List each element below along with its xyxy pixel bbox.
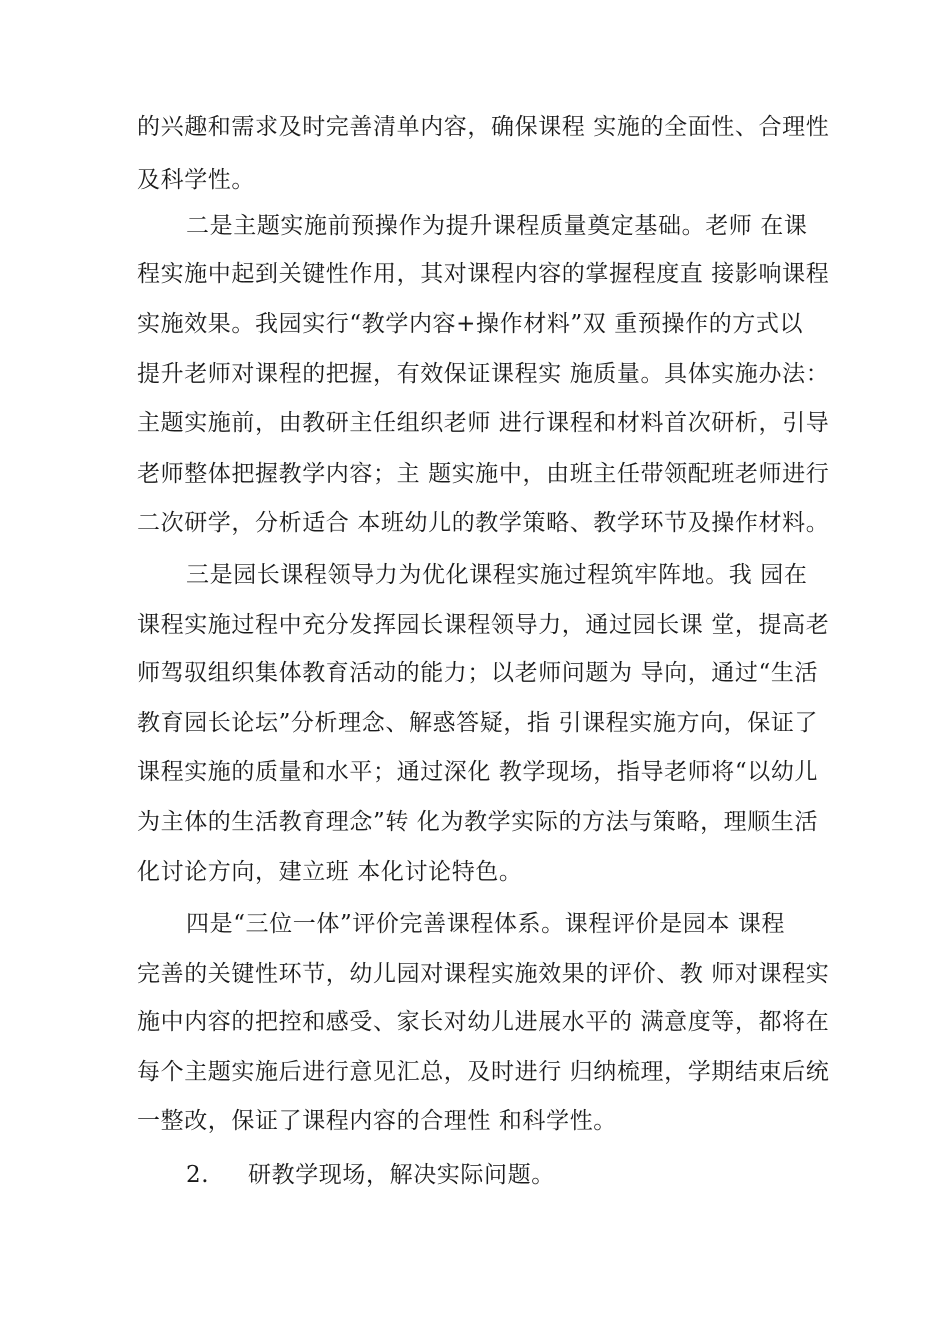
text-line: 二次研学，分析适合 本班幼儿的教学策略、教学环节及操作材料。 xyxy=(137,510,830,536)
paragraph-start-line: 二是主题实施前预操作为提升课程质量奠定基础。老师 在课 xyxy=(186,213,808,239)
text-line: 主题实施前，由教研主任组织老师 进行课程和材料首次研析，引导 xyxy=(137,410,830,436)
text-line: 的兴趣和需求及时完善清单内容，确保课程 实施的全面性、合理性 xyxy=(137,114,830,140)
paragraph-start-line: 四是“三位一体”评价完善课程体系。课程评价是园本 课程 xyxy=(186,911,786,937)
list-item-number: 2. xyxy=(186,1162,210,1188)
text-line: 及科学性。 xyxy=(137,167,255,193)
list-item-text: 研教学现场，解决实际问题。 xyxy=(248,1162,555,1188)
text-line: 每个主题实施后进行意见汇总，及时进行 归纳梳理，学期结束后统 xyxy=(137,1059,830,1085)
text-line: 课程实施过程中充分发挥园长课程领导力，通过园长课 堂，提高老 xyxy=(137,612,830,638)
text-line: 教育园长论坛”分析理念、解惑答疑，指 引课程实施方向，保证了 xyxy=(137,710,819,736)
text-line: 师驾驭组织集体教育活动的能力；以老师问题为 导向，通过“生活 xyxy=(137,660,819,686)
text-line: 施中内容的把控和感受、家长对幼儿进展水平的 满意度等，都将在 xyxy=(137,1009,830,1035)
text-line: 程实施中起到关键性作用，其对课程内容的掌握程度直 接影响课程 xyxy=(137,261,830,287)
text-line: 完善的关键性环节，幼儿园对课程实施效果的评价、教 师对课程实 xyxy=(137,961,830,987)
text-line: 老师整体把握教学内容；主 题实施中，由班主任带领配班老师进行 xyxy=(137,461,830,487)
text-line: 课程实施的质量和水平；通过深化 教学现场，指导老师将“以幼儿 xyxy=(137,759,819,785)
text-line: 实施效果。我园实行“教学内容+操作材料”双 重预操作的方式以 xyxy=(137,311,804,337)
text-line: 化讨论方向，建立班 本化讨论特色。 xyxy=(137,859,523,885)
paragraph-start-line: 三是园长课程领导力为优化课程实施过程筑牢阵地。我 园在 xyxy=(186,562,808,588)
text-line: 提升老师对课程的把握，有效保证课程实 施质量。具体实施办法： xyxy=(137,361,830,387)
text-line: 为主体的生活教育理念”转 化为教学实际的方法与策略，理顺生活 xyxy=(137,809,819,835)
text-line: 一整改，保证了课程内容的合理性 和科学性。 xyxy=(137,1108,617,1134)
